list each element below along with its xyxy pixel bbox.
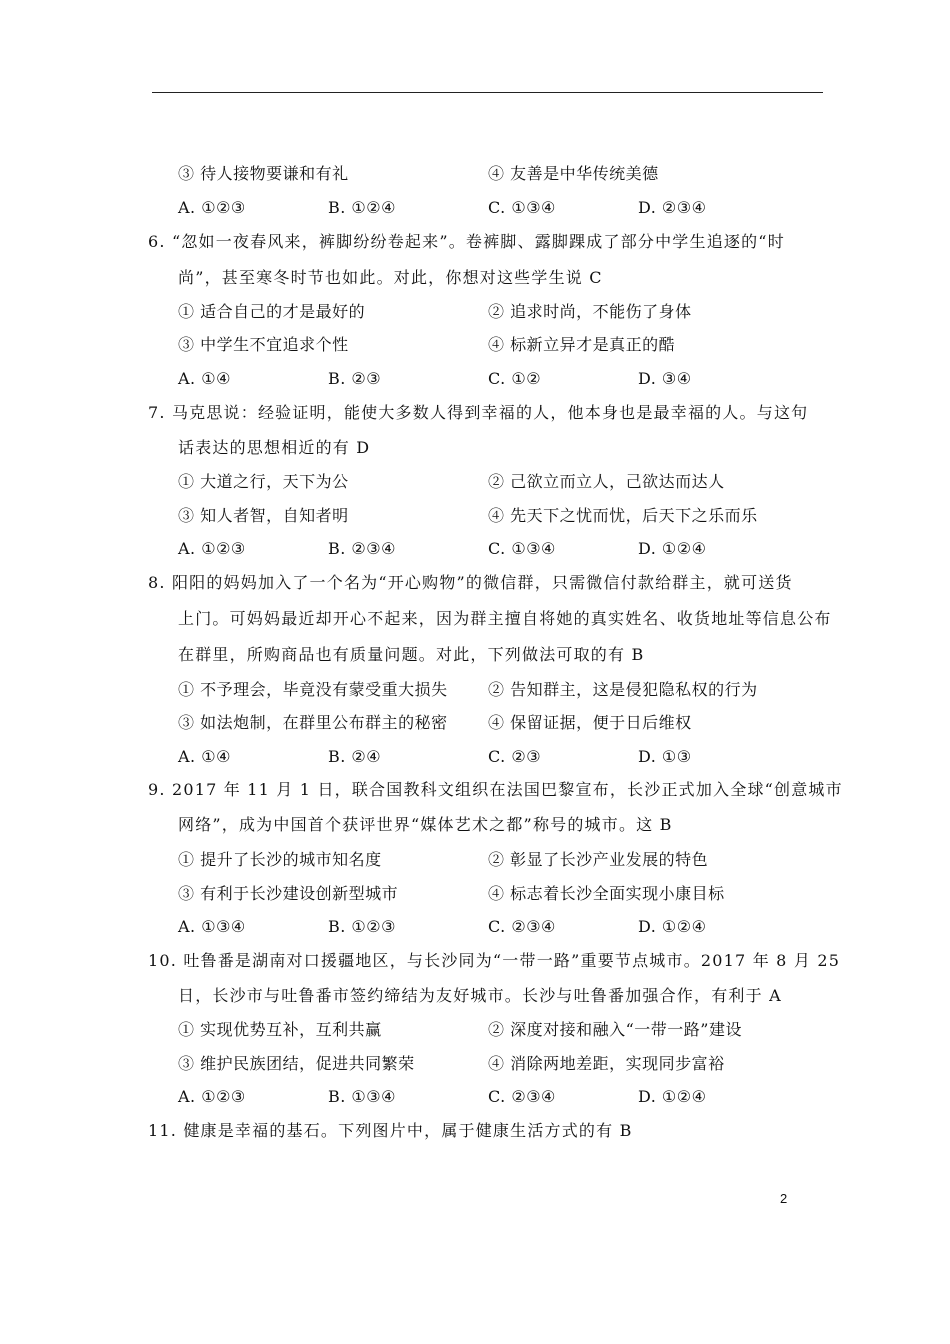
question-7-line-1: 7. 马克思说：经验证明，能使大多数人得到幸福的人，他本身也是最幸福的人。与这句 [148, 403, 809, 422]
q5-choice-a: A. ①②③ [178, 198, 246, 217]
q7-choice-c: C. ①③④ [488, 539, 556, 558]
q6-choice-d: D. ③④ [638, 369, 692, 388]
q10-option-4: ④ 消除两地差距，实现同步富裕 [488, 1054, 725, 1073]
q8-choice-b: B. ②④ [328, 747, 382, 766]
q7-option-3: ③ 知人者智，自知者明 [178, 506, 349, 525]
q8-choice-d: D. ①③ [638, 747, 692, 766]
q5-option-4: ④ 友善是中华传统美德 [488, 164, 659, 183]
q10-option-3: ③ 维护民族团结，促进共同繁荣 [178, 1054, 415, 1073]
q6-option-3: ③ 中学生不宜追求个性 [178, 335, 349, 354]
q6-option-1: ① 适合自己的才是最好的 [178, 302, 366, 321]
q9-choice-c: C. ②③④ [488, 917, 556, 936]
q6-choice-a: A. ①④ [178, 369, 231, 388]
q8-option-2: ② 告知群主，这是侵犯隐私权的行为 [488, 680, 758, 699]
q10-choice-b: B. ①③④ [328, 1087, 396, 1106]
q9-option-1: ① 提升了长沙的城市知名度 [178, 850, 382, 869]
question-6-line-1: 6. “忽如一夜春风来，裤脚纷纷卷起来”。卷裤脚、露脚踝成了部分中学生追逐的“时 [148, 232, 785, 251]
question-11-line-1: 11. 健康是幸福的基石。下列图片中，属于健康生活方式的有 B [148, 1121, 633, 1140]
q6-option-4: ④ 标新立异才是真正的酷 [488, 335, 676, 354]
q10-choice-c: C. ②③④ [488, 1087, 556, 1106]
q7-option-2: ② 己欲立而立人，己欲达而达人 [488, 472, 725, 491]
q9-option-3: ③ 有利于长沙建设创新型城市 [178, 884, 399, 903]
q9-choice-d: D. ①②④ [638, 917, 707, 936]
q9-choice-a: A. ①③④ [178, 917, 246, 936]
q6-option-2: ② 追求时尚，不能伤了身体 [488, 302, 692, 321]
q7-option-4: ④ 先天下之忧而忧，后天下之乐而乐 [488, 506, 758, 525]
q5-choice-d: D. ②③④ [638, 198, 707, 217]
q7-choice-b: B. ②③④ [328, 539, 396, 558]
q9-option-4: ④ 标志着长沙全面实现小康目标 [488, 884, 725, 903]
q5-option-3: ③ 待人接物要谦和有礼 [178, 164, 349, 183]
q8-option-1: ① 不予理会，毕竟没有蒙受重大损失 [178, 680, 448, 699]
q7-choice-a: A. ①②③ [178, 539, 246, 558]
q7-option-1: ① 大道之行，天下为公 [178, 472, 349, 491]
question-7-line-2: 话表达的思想相近的有 D [178, 438, 371, 457]
q10-option-1: ① 实现优势互补，互利共赢 [178, 1020, 382, 1039]
q9-choice-b: B. ①②③ [328, 917, 396, 936]
q6-choice-b: B. ②③ [328, 369, 382, 388]
q8-option-3: ③ 如法炮制，在群里公布群主的秘密 [178, 713, 448, 732]
question-9-line-1: 9. 2017 年 11 月 1 日，联合国教科文组织在法国巴黎宣布，长沙正式加入全球“创意城市 [148, 780, 843, 799]
q9-option-2: ② 彰显了长沙产业发展的特色 [488, 850, 709, 869]
q8-choice-c: C. ②③ [488, 747, 542, 766]
q7-choice-d: D. ①②④ [638, 539, 707, 558]
question-10-line-1: 10. 吐鲁番是湖南对口援疆地区，与长沙同为“一带一路”重要节点城市。2017 年 8 月 25 [148, 951, 841, 970]
question-8-line-1: 8. 阳阳的妈妈加入了一个名为“开心购物”的微信群，只需微信付款给群主，就可送货 [148, 573, 793, 592]
question-9-line-2: 网络”，成为中国首个获评世界“媒体艺术之都”称号的城市。这 B [178, 815, 673, 834]
q8-choice-a: A. ①④ [178, 747, 231, 766]
q10-option-2: ② 深度对接和融入“一带一路”建设 [488, 1020, 742, 1039]
question-10-line-2: 日，长沙市与吐鲁番市签约缔结为友好城市。长沙与吐鲁番加强合作，有利于 A [178, 986, 782, 1005]
page-number: 2 [780, 1191, 788, 1206]
q10-choice-a: A. ①②③ [178, 1087, 246, 1106]
q5-choice-b: B. ①②④ [328, 198, 396, 217]
header-rule [152, 92, 823, 93]
q5-choice-c: C. ①③④ [488, 198, 556, 217]
question-8-line-2: 上门。可妈妈最近却开心不起来，因为群主擅自将她的真实姓名、收货地址等信息公布 [178, 609, 832, 628]
q8-option-4: ④ 保留证据，便于日后维权 [488, 713, 692, 732]
q6-choice-c: C. ①② [488, 369, 542, 388]
question-8-line-3: 在群里，所购商品也有质量问题。对此，下列做法可取的有 B [178, 645, 645, 664]
question-6-line-2: 尚”，甚至寒冬时节也如此。对此，你想对这些学生说 C [178, 268, 603, 287]
q10-choice-d: D. ①②④ [638, 1087, 707, 1106]
